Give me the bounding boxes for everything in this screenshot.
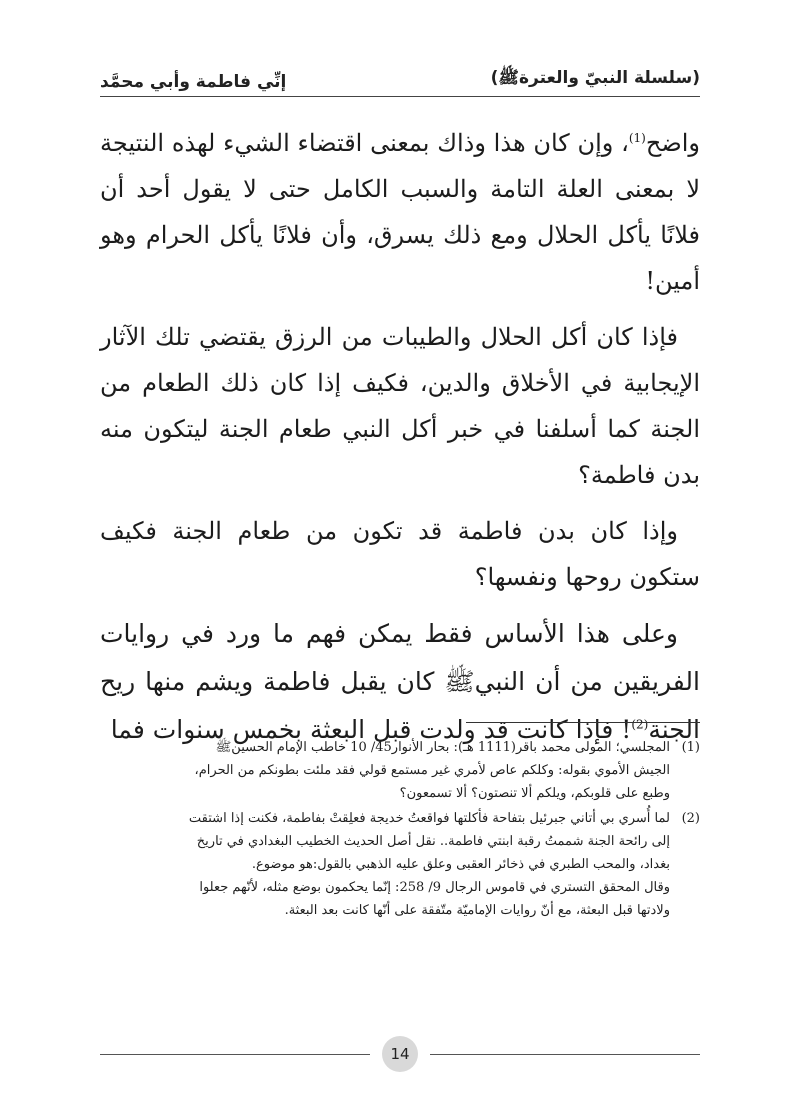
footnotes [100,736,700,924]
footnote-line: بغداد، والمحب الطبري في ذخائر العقبى وعلق عليه الذهبي بالقول:هو موضوع. [251,857,670,872]
footnote-line: وقال المحقق التستري في قاموس الرجال 9/ 258: إنّما يحكمون بوضع مثله، لأنّهم جعلوا [199,880,670,895]
running-header [100,52,700,92]
paragraph-4-rest: ! فإذا كانت قد ولدت قبل البعثة بخمس سنوات فما [110,715,632,744]
footnote-ref-1[interactable]: (1) [628,131,646,145]
footnote-line: لما أُسري بي أتاني جبرئيل بتفاحة فأكلتها فواقعتُ خديجة فعلِقتْ بفاطمة، فكنت إذا اشتقت [188,811,670,826]
series-title: (سلسلة النبيّ والعترةﷺ) [490,68,700,88]
main-text [100,120,700,754]
footnote-1 [100,736,700,805]
paragraph-4-start: وعلى هذا الأساس فقط يمكن فهم ما ورد في روايات الفريقين من أن النبيﷺ كان يقبل فاطمة ويشم منها ريح الجنة [100,619,700,744]
footnote-line: المجلسي؛ المولى محمد باقر(1111 هـ): بحار الأنوار45/ 10 خاطب الإمام الحسينﷺ [215,740,670,755]
footnote-ref-2[interactable]: (2) [631,717,649,732]
paragraph-2: فإذا كان أكل الحلال والطيبات من الرزق يقتضي تلك الآثار الإيجابية في الأخلاق والدين، فكيف إذا كان ذلك الطعام من الجنة كما أسلفنا في خبر أكل النبي طعام الجنة ليتكون منه بدن فاطمة؟ [100,323,700,489]
footnote-number: (2) [681,811,700,826]
footnote-line: ولادتها قبل البعثة، مع أنّ روايات الإماميّة متّفقة على أنّها كانت بعد البعثة. [284,903,670,918]
page-footer [100,1036,700,1072]
footnote-line: وطبع على قلوبكم، ويلكم ألا تنصتون؟ ألا تسمعون؟ [399,786,670,801]
paragraph-1-rest: ، وإن كان هذا وذاك بمعنى اقتضاء الشيء لهذه النتيجة لا بمعنى العلة التامة والسبب الكامل حتى لا يقول أحد أن فلانًا يأكل الحلال ومع ذلك يسرق، وأن فلانًا يأكل الحرام وهو أمين! [100,129,700,295]
footer-rule-right [430,1054,700,1055]
paragraph-4 [100,610,700,754]
page-number: 14 [382,1036,418,1072]
paragraph-1-start: واضح [645,129,700,157]
footer-rule-left [100,1054,370,1055]
footnote-text [100,807,670,922]
book-title: إنِّي فاطمة وأبي محمَّد [100,72,287,92]
footnote-line: الجيش الأموي بقوله: وكلكم عاص لأمري غير مستمع قولي فقد ملئت بطونكم من الحرام، [194,763,670,778]
footnote-text [100,736,670,805]
paragraph-1 [100,120,700,304]
footnote-divider [466,722,700,723]
paragraph-3: وإذا كان بدن فاطمة قد تكون من طعام الجنة فكيف ستكون روحها ونفسها؟ [100,517,700,591]
footnote-2 [100,807,700,922]
footnote-line: إلى رائحة الجنة شممتُ رقبة ابنتي فاطمة.. نقل أصل الحديث الخطيب البغدادي في تاريخ [196,834,670,849]
footnote-number: (1) [681,740,700,755]
header-divider [100,96,700,97]
